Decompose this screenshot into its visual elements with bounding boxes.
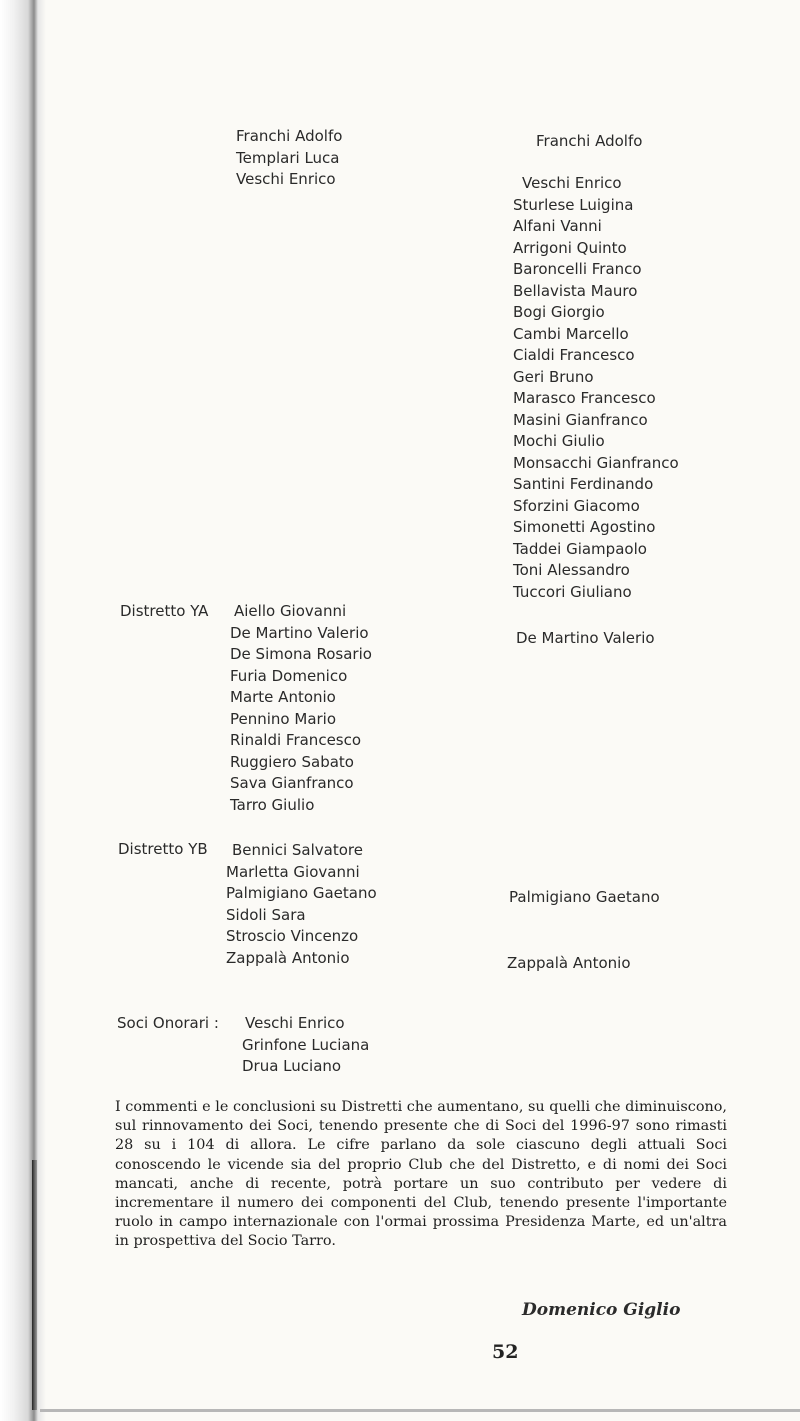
honorary-members-label: Soci Onorari :	[117, 1014, 219, 1032]
list-item: Monsacchi Gianfranco	[513, 453, 679, 472]
list-item: Veschi Enrico	[245, 1014, 345, 1032]
closing-paragraph: I commenti e le conclusioni su Distretti che aumentano, su quelli che diminuiscono, sul rinnovamento dei Soci, tenendo presente che di Soci del 1996-97 sono rimasti 28 su i 104 di allora. Le cifre parlano da sole ciascuno degli attuali Soci conoscendo le vicende sia del proprio Club che del Distretto, e di nomi dei Soci mancati, anche di recente, potrà portare un suo contributo per vedere di incrementare il numero dei componenti del Club, tenendo presente l'importante ruolo in campo internazionale con l'ormai prossima Presidenza Marte, ed un'altra in prospettiva del Socio Tarro.	[115, 1099, 727, 1250]
district-yb-right-name-1: Palmigiano Gaetano	[509, 888, 660, 906]
list-item: Arrigoni Quinto	[513, 238, 627, 257]
list-item: Geri Bruno	[513, 367, 594, 386]
left-column-top	[236, 126, 342, 191]
list-item: Masini Gianfranco	[513, 410, 648, 429]
list-item: Alfani Vanni	[513, 217, 602, 235]
list-item: Bogi Giorgio	[513, 303, 605, 321]
list-item: Veschi Enrico	[522, 174, 622, 192]
right-column-first-name: Franchi Adolfo	[536, 132, 643, 150]
list-item: Bellavista Mauro	[513, 281, 638, 300]
list-item: Baroncelli Franco	[513, 260, 642, 278]
list-item: Pennino Mario	[230, 709, 337, 728]
binding-edge	[32, 1160, 37, 1410]
list-item: Furia Domenico	[230, 666, 348, 685]
book-binding-shadow	[0, 0, 46, 1421]
list-item: Templari Luca	[236, 148, 340, 167]
list-item: Taddei Giampaolo	[513, 539, 647, 558]
district-yb-label: Distretto YB	[118, 840, 208, 858]
list-item: Sava Gianfranco	[230, 774, 354, 792]
list-item: Cambi Marcello	[513, 324, 629, 343]
list-item: Zappalà Antonio	[226, 948, 350, 967]
list-item: Veschi Enrico	[236, 170, 336, 188]
list-item: Palmigiano Gaetano	[226, 884, 377, 902]
list-item: Sidoli Sara	[226, 905, 306, 924]
list-item: Bennici Salvatore	[232, 841, 363, 859]
list-item: Simonetti Agostino	[513, 518, 656, 536]
right-column-top	[513, 173, 679, 603]
page-number: 52	[492, 1341, 519, 1363]
list-item: Franchi Adolfo	[236, 127, 343, 145]
list-item: Mochi Giulio	[513, 432, 605, 450]
author-signature: Domenico Giglio	[522, 1300, 681, 1320]
list-item: Santini Ferdinando	[513, 475, 654, 493]
district-yb-right-name-2: Zappalà Antonio	[507, 954, 631, 972]
list-item: Stroscio Vincenzo	[226, 927, 359, 945]
list-item: Cialdi Francesco	[513, 346, 635, 364]
list-item: Tarro Giulio	[230, 795, 315, 814]
list-item: Marte Antonio	[230, 688, 336, 706]
list-item: Sturlese Luigina	[513, 195, 634, 214]
list-item: Drua Luciano	[242, 1057, 342, 1075]
district-ya-right-name: De Martino Valerio	[516, 629, 655, 647]
district-ya-label: Distretto YA	[120, 602, 209, 620]
list-item: Toni Alessandro	[513, 561, 630, 579]
district-yb-members	[226, 840, 377, 969]
list-item: Marletta Giovanni	[226, 862, 360, 881]
page-bottom-edge	[40, 1409, 800, 1412]
list-item: Aiello Giovanni	[234, 602, 347, 620]
district-ya-members	[230, 601, 372, 816]
list-item: Ruggiero Sabato	[230, 752, 354, 771]
list-item: Grinfone Luciana	[242, 1035, 370, 1054]
list-item: Tuccori Giuliano	[513, 582, 632, 601]
list-item: Marasco Francesco	[513, 389, 656, 407]
list-item: De Martino Valerio	[230, 623, 369, 642]
honorary-members	[242, 1013, 369, 1078]
list-item: Sforzini Giacomo	[513, 496, 640, 515]
list-item: De Simona Rosario	[230, 645, 372, 663]
list-item: Rinaldi Francesco	[230, 731, 362, 749]
